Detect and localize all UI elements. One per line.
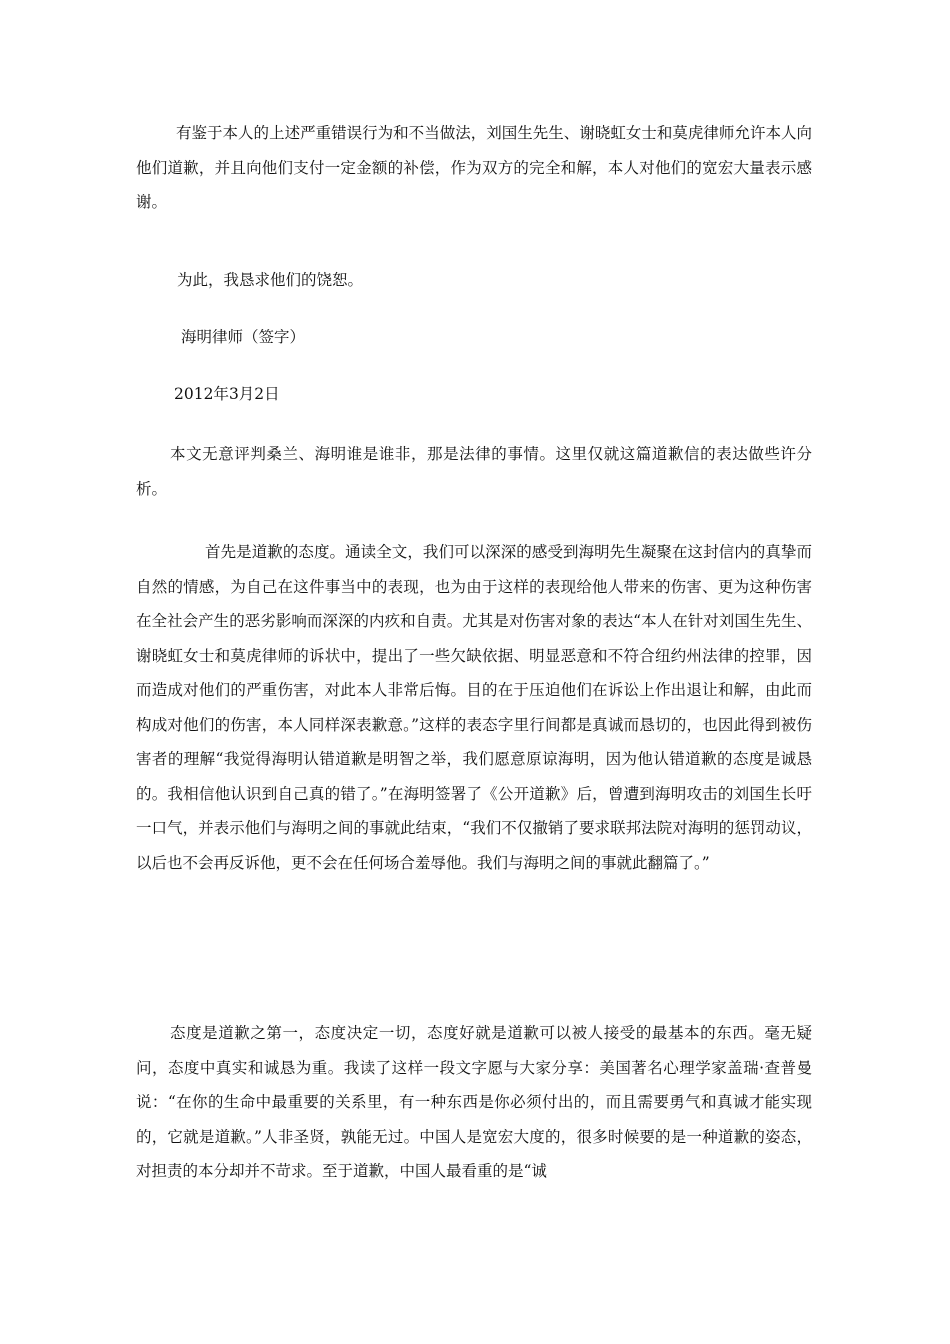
paragraph-attitude-of-apology: 首先是道歉的态度。通读全文，我们可以深深的感受到海明先生凝聚在这封信内的真挚而自然的情感，为自己在这件事当中的表现，也为由于这样的表现给他人带来的伤害、更为这种伤害在全社会产生的恶劣影响而深深的内疚和自责。尤其是对伤害对象的表达“本人在针对刘国生先生、谢晓虹女士和莫虎律师的诉状中，提出了一些欠缺依据、明显恶意和不符合纽约州法律的控罪，因而造成对他们的严重伤害，对此本人非常后悔。目的在于压迫他们在诉讼上作出退让和解，由此而构成对他们的伤害，本人同样深表歉意。”这样的表态字里行间都是真诚而恳切的，也因此得到被伤害者的理解“我觉得海明认错道歉是明智之举，我们愿意原谅海明，因为他认错道歉的态度是诚恳的。我相信他认识到自己真的错了。”在海明签署了《公开道歉》后，曾遭到海明攻击的刘国生长吁一口气，并表示他们与海明之间的事就此结束，“我们不仅撤销了要求联邦法院对海明的惩罚动议，以后也不会再反诉他，更不会在任何场合羞辱他。我们与海明之间的事就此翻篇了。” <box>136 543 812 872</box>
paragraph-intro-analysis: 本文无意评判桑兰、海明谁是谁非，那是法律的事情。这里仅就这篇道歉信的表达做些许分析。 <box>136 445 812 498</box>
paragraph-apology-compensation: 有鉴于本人的上述严重错误行为和不当做法，刘国生先生、谢晓虹女士和莫虎律师允许本人向他们道歉，并且向他们支付一定金额的补偿，作为双方的完全和解，本人对他们的宽宏大量表示感谢。 <box>136 124 812 211</box>
paragraph-attitude-first: 态度是道歉之第一，态度决定一切，态度好就是道歉可以被人接受的最基本的东西。毫无疑问，态度中真实和诚恳为重。我读了这样一段文字愿与大家分享：美国著名心理学家盖瑞·查普曼说：“在你的生命中最重要的关系里，有一种东西是你必须付出的，而且需要勇气和真诚才能实现的，它就是道歉。”人非圣贤，孰能无过。中国人是宽宏大度的，很多时候要的是一种道歉的姿态，对担责的本分却并不苛求。至于道歉，中国人最看重的是“诚 <box>136 1024 812 1180</box>
paragraph-plea-forgiveness: 为此，我恳求他们的饶恕。 <box>177 271 364 289</box>
signature-line: 海明律师（签字） <box>181 328 306 346</box>
date-line: 2012年3月2日 <box>174 385 280 403</box>
